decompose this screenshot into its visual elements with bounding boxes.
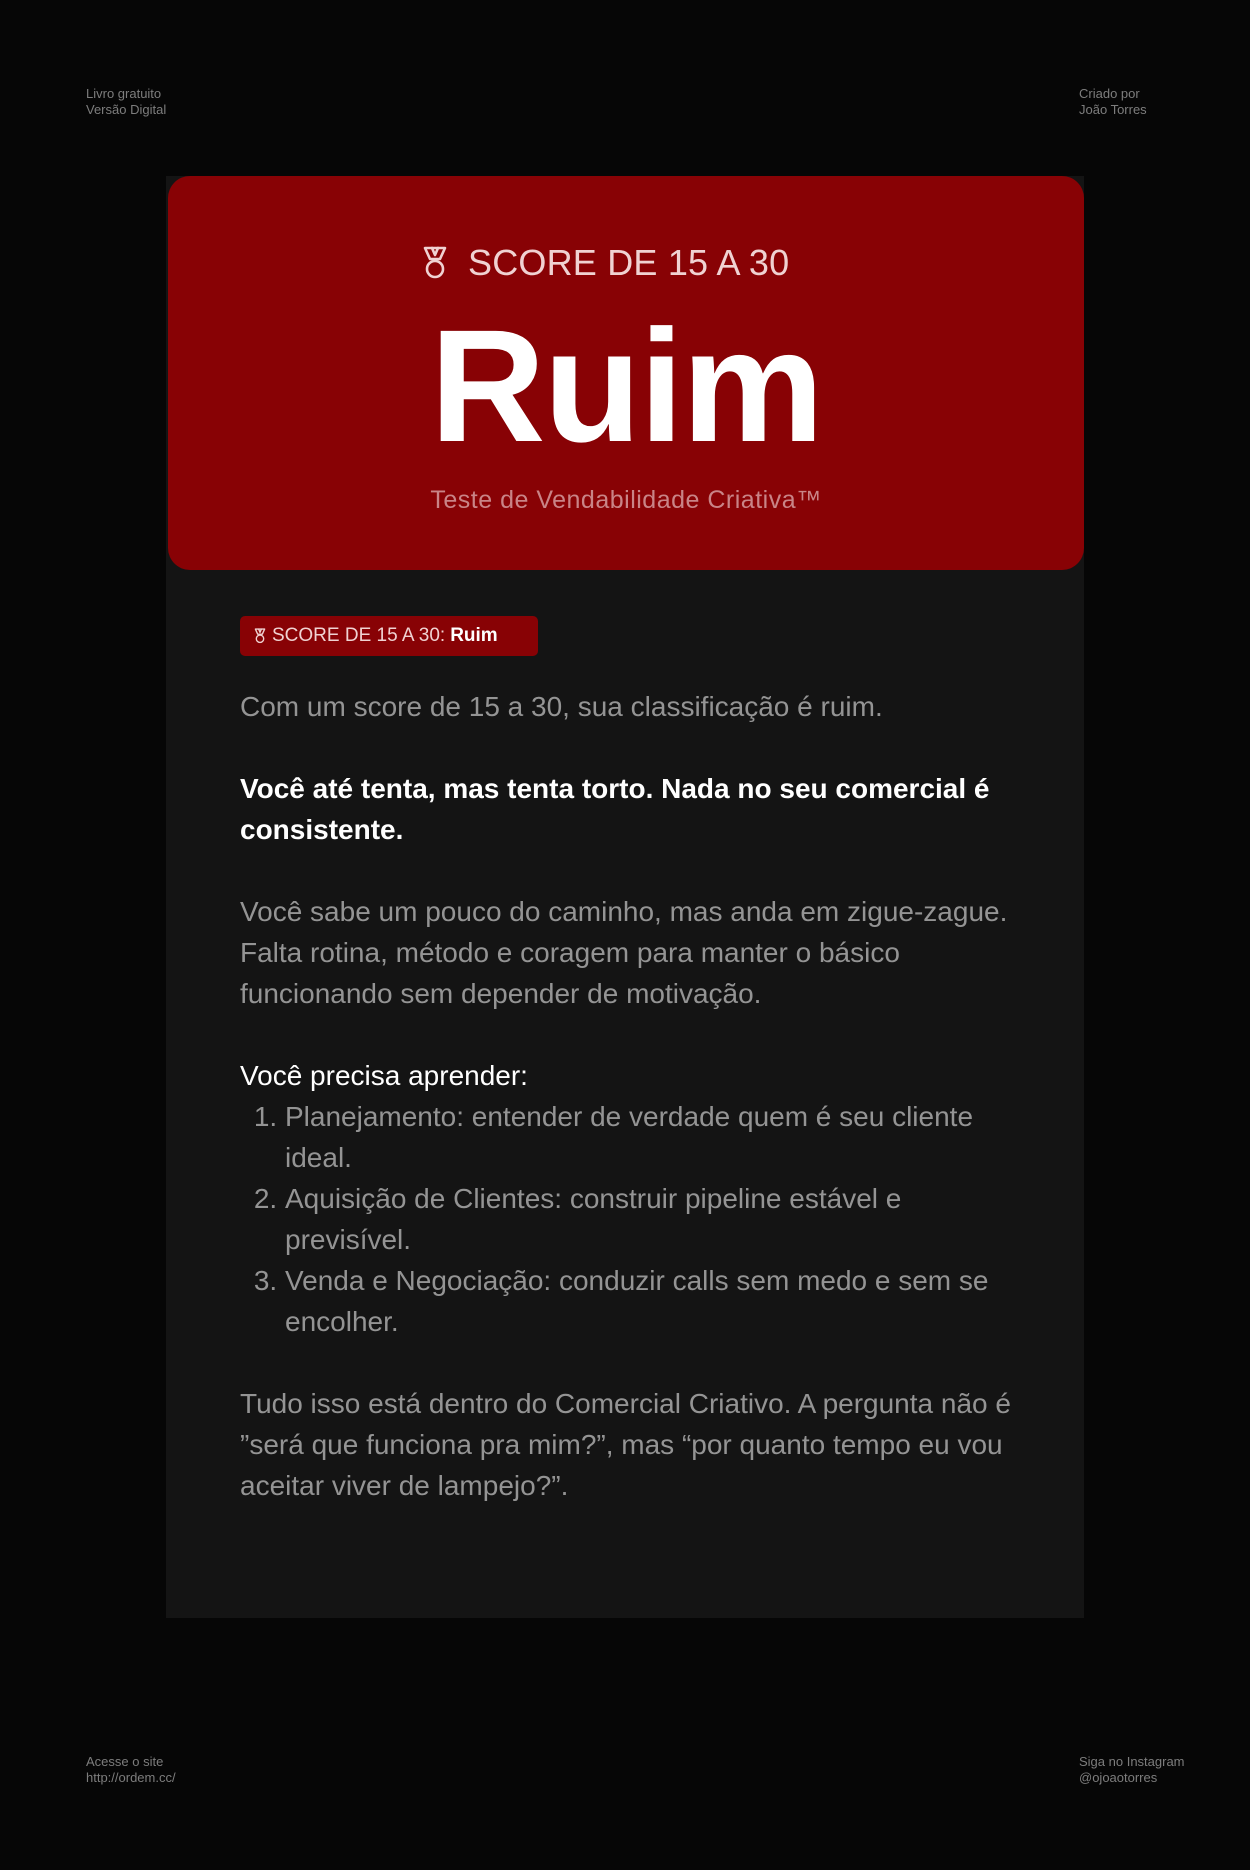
list-item: 2. Aquisição de Clientes: construir pipeline estável e previsível.	[285, 1178, 1020, 1260]
badge-label: SCORE DE 15 A 30:	[272, 625, 446, 646]
list-item: 1. Planejamento: entender de verdade quem é seu cliente ideal.	[285, 1096, 1020, 1178]
medal-icon	[254, 628, 266, 644]
corner-bottom-right	[1079, 1754, 1185, 1786]
corner-top-left	[86, 86, 166, 118]
instagram-link[interactable]: @ojoaotorres	[1079, 1770, 1158, 1785]
test-name: Teste de Vendabilidade Criativa™	[430, 486, 822, 514]
corner-bottom-left	[86, 1754, 176, 1786]
medal-icon	[422, 246, 448, 280]
intro-text: Com um score de 15 a 30, sua classificação é ruim.	[240, 691, 883, 722]
corner-text: João Torres	[1079, 102, 1147, 117]
description-paragraph: Você sabe um pouco do caminho, mas anda em zigue-zague. Falta rotina, método e coragem para manter o básico funcionando sem depender de motivação.	[240, 896, 1008, 1009]
learn-list	[240, 1096, 1020, 1342]
learn-heading: Você precisa aprender:	[240, 1060, 528, 1091]
result-body	[240, 686, 1020, 1506]
result-title: Ruim	[430, 296, 822, 475]
score-badge	[240, 616, 538, 656]
corner-text: Livro gratuito	[86, 86, 162, 101]
corner-text: Acesse o site	[86, 1754, 164, 1769]
bold-statement: Você até tenta, mas tenta torto. Nada no seu comercial é consistente.	[240, 773, 990, 845]
score-range: SCORE DE 15 A 30	[468, 242, 790, 283]
site-link[interactable]: http://ordem.cc/	[86, 1770, 176, 1785]
closing-paragraph: Tudo isso está dentro do Comercial Criativo. A pergunta não é ”será que funciona pra mim?”, mas “por quanto tempo eu vou aceitar viver de lampejo?”.	[240, 1388, 1011, 1501]
corner-top-right	[1079, 86, 1147, 118]
list-item: 3. Venda e Negociação: conduzir calls sem medo e sem se encolher.	[285, 1260, 1020, 1342]
corner-text: Siga no Instagram	[1079, 1754, 1185, 1769]
corner-text: Criado por	[1079, 86, 1140, 101]
badge-value: Ruim	[450, 625, 498, 646]
hero-score-label	[422, 242, 789, 284]
corner-text: Versão Digital	[86, 102, 167, 117]
result-card	[166, 176, 1084, 1618]
hero-banner	[168, 176, 1084, 570]
